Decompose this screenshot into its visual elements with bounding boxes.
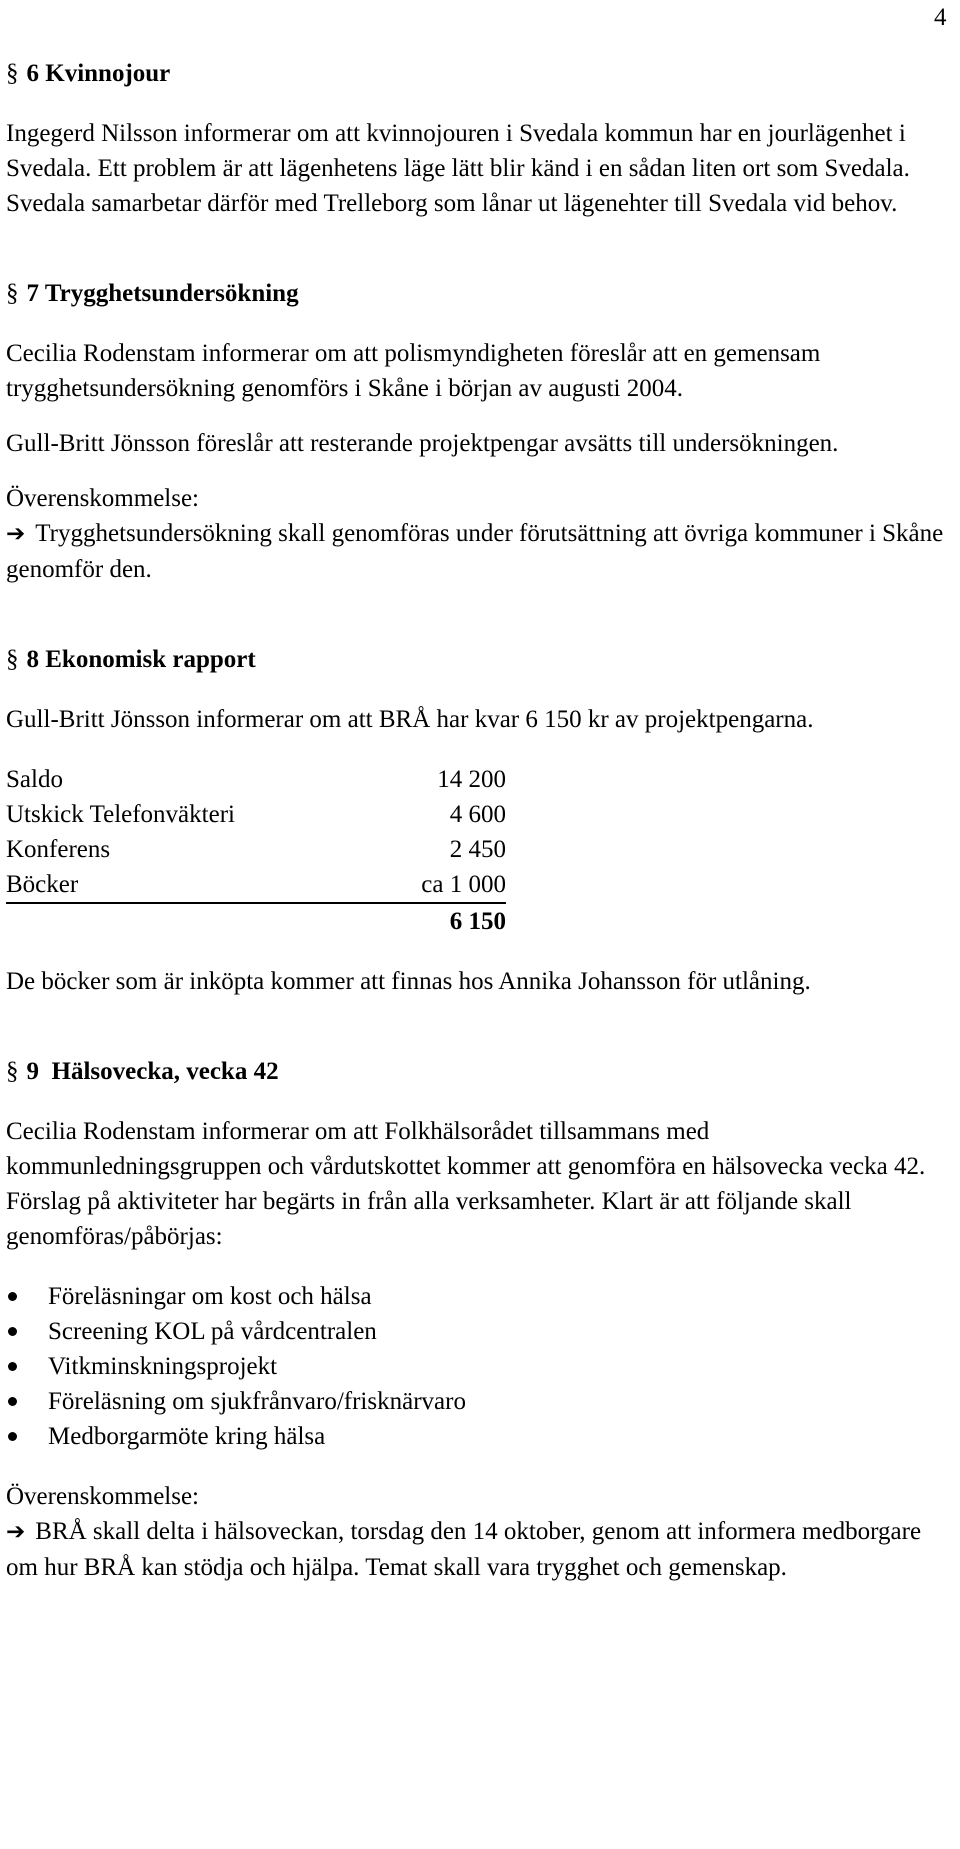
budget-item-name: Konferens: [6, 836, 111, 863]
budget-item-amount: 2 450: [449, 836, 506, 863]
agreement-content: Trygghetsundersökning skall genomföras under förutsättning att övriga kommuner i Skåne genomför den.: [6, 520, 944, 583]
budget-total-row: [6, 903, 506, 939]
arrow-right-icon: ➔: [6, 1519, 26, 1545]
paragraph: Cecilia Rodenstam informerar om att polismyndigheten föreslår att en gemensam trygghetsundersökning genomförs i Skåne i början av augusti 2004.: [6, 340, 821, 402]
paragraph: De böcker som är inköpta kommer att finnas hos Annika Johansson för utlåning.: [6, 968, 811, 995]
section-number: 9: [26, 1058, 39, 1085]
section-title: Hälsovecka, vecka 42: [51, 1058, 279, 1085]
section-title: Kvinnojour: [45, 60, 171, 87]
section-number: 7: [26, 280, 39, 307]
section-number: 8: [26, 646, 39, 673]
section-sign: §: [6, 280, 19, 307]
budget-item-amount: 4 600: [449, 801, 506, 828]
list-item: Föreläsningar om kost och hälsa: [6, 1279, 956, 1314]
agreement-text: [6, 1514, 956, 1585]
section-9: [6, 1054, 956, 1585]
budget-item-name: Böcker: [6, 867, 376, 903]
list-item: Föreläsning om sjukfrånvaro/frisknärvaro: [6, 1384, 956, 1419]
paragraph: Cecilia Rodenstam informerar om att Folkhälsorådet tillsammans med kommunledningsgruppen och vårdutskottet kommer att genomföra en hälsovecka vecka 42. Förslag på aktiviteter har begärts in från alla verksamheter. Klart är att följande skall genomföras/påbörjas:: [6, 1118, 926, 1250]
agreement-content: BRÅ skall delta i hälsoveckan, torsdag den 14 oktober, genom att informera medborgare om hur BRÅ kan stödja och hjälpa. Temat skall vara trygghet och gemenskap.: [6, 1518, 922, 1581]
budget-item-amount: 14 200: [437, 766, 506, 793]
agreement-label: Överenskommelse:: [6, 1483, 200, 1510]
activity-list: [6, 1279, 956, 1454]
budget-item-name: Utskick Telefonväkteri: [6, 801, 235, 828]
budget-total: 6 150: [449, 908, 506, 935]
section-title: Ekonomisk rapport: [45, 646, 256, 673]
budget-row: [6, 832, 506, 867]
list-item: Medborgarmöte kring hälsa: [6, 1419, 956, 1454]
section-sign: §: [6, 60, 19, 87]
budget-row: [6, 797, 506, 832]
budget-row: [6, 867, 506, 903]
section-6: [6, 56, 956, 221]
section-number: 6: [26, 60, 39, 87]
arrow-right-icon: ➔: [6, 521, 26, 547]
budget-item-amount: ca 1 000: [376, 867, 506, 903]
paragraph: Gull-Britt Jönsson föreslår att resterande projektpengar avsätts till undersökningen.: [6, 430, 839, 457]
section-heading: [6, 642, 956, 677]
list-item: Vitkminskningsprojekt: [6, 1349, 956, 1384]
budget-row: [6, 762, 506, 797]
section-heading: [6, 1054, 956, 1089]
agreement-label: Överenskommelse:: [6, 485, 200, 512]
section-title: Trygghetsundersökning: [44, 280, 299, 307]
section-heading: [6, 276, 956, 311]
agreement-text: [6, 516, 956, 587]
paragraph: Gull-Britt Jönsson informerar om att BRÅ har kvar 6 150 kr av projektpengarna.: [6, 706, 814, 733]
page-number: 4: [934, 4, 947, 31]
section-sign: §: [6, 1058, 19, 1085]
paragraph: Ingegerd Nilsson informerar om att kvinnojouren i Svedala kommun har en jourlägenhet i Svedala. Ett problem är att lägenhetens läge lätt blir känd i en sådan liten ort som Svedala. Svedala samarbetar därför med Trelleborg som lånar ut lägenehter till Svedala vid behov.: [6, 120, 910, 217]
section-7: [6, 276, 956, 587]
budget-item-name: Saldo: [6, 766, 63, 793]
budget-table: [6, 762, 506, 939]
section-heading: [6, 56, 956, 91]
document-body: [6, 56, 956, 1585]
section-8: [6, 642, 956, 999]
section-sign: §: [6, 646, 19, 673]
list-item: Screening KOL på vårdcentralen: [6, 1314, 956, 1349]
